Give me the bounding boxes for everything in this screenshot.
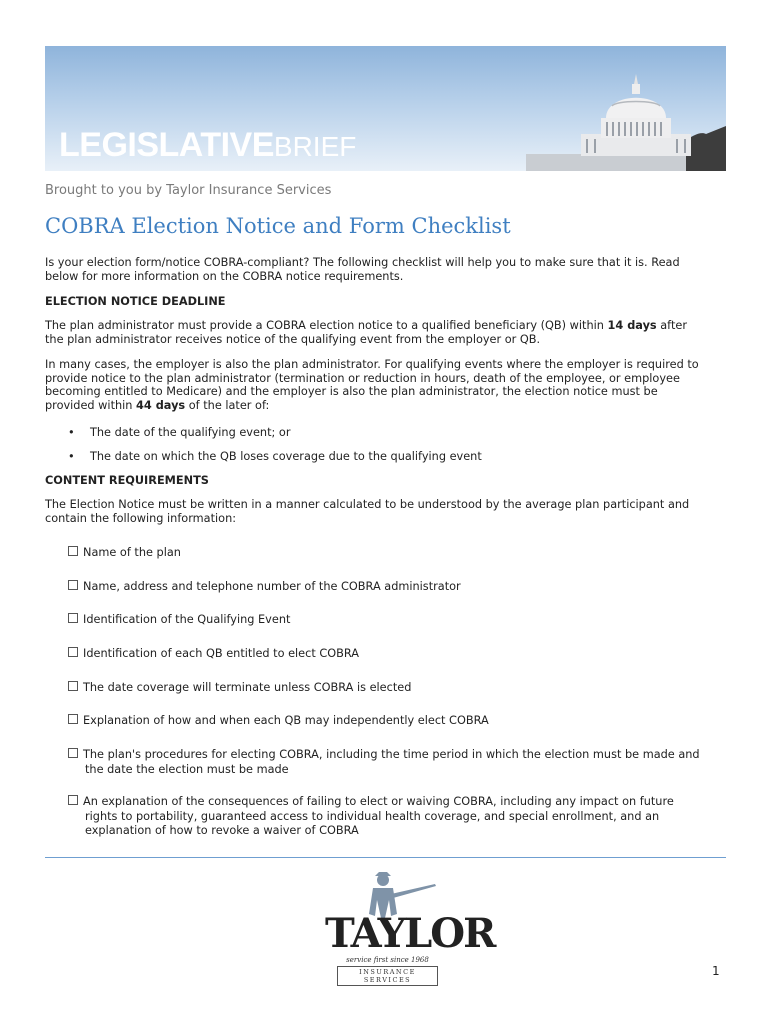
deadline-p2-line-4b: of the later of: xyxy=(188,398,270,412)
checkbox-icon[interactable] xyxy=(68,613,78,623)
checklist-item xyxy=(68,546,718,561)
checklist-text-cont: rights to portability, guaranteed access to individual health coverage, and special enrollment, and an xyxy=(85,809,660,823)
deadline-p2-line-2: provide notice to the plan administrator (termination or reduction in hours, death of the employee, or employee xyxy=(45,371,680,385)
checkbox-icon[interactable] xyxy=(68,580,78,590)
deadline-p1-text-b: after xyxy=(660,319,687,332)
checklist-text: Name, address and telephone number of the COBRA administrator xyxy=(83,580,461,593)
checklist-item xyxy=(68,748,718,777)
checklist-text: Explanation of how and when each QB may independently elect COBRA xyxy=(83,714,489,727)
capitol-building-image xyxy=(526,46,726,171)
bullet-dot: • xyxy=(68,450,75,463)
checklist-text: The plan's procedures for electing COBRA, including the time period in which the election must be made and xyxy=(83,748,700,761)
bullet-item xyxy=(68,426,290,439)
byline: Brought to you by Taylor Insurance Services xyxy=(45,183,332,198)
checkbox-icon[interactable] xyxy=(68,748,78,758)
checklist-item xyxy=(68,795,718,839)
checklist-text: Identification of the Qualifying Event xyxy=(83,613,291,626)
content-paragraph xyxy=(45,498,710,525)
deadline-p1-line-2: the plan administrator receives notice of the qualifying event from the employer or QB. xyxy=(45,332,541,346)
intro-line-2: below for more information on the COBRA notice requirements. xyxy=(45,269,404,283)
section-heading-content: CONTENT REQUIREMENTS xyxy=(45,474,209,487)
bullet-text: The date on which the QB loses coverage due to the qualifying event xyxy=(90,450,482,463)
deadline-p2-line-1: In many cases, the employer is also the plan administrator. For qualifying events where the employer is required to xyxy=(45,358,699,371)
logo-tagline: service first since 1968 xyxy=(346,956,429,964)
content-line-1: The Election Notice must be written in a manner calculated to be understood by the average plan participant and xyxy=(45,498,690,511)
deadline-p2-line-3: becoming entitled to Medicare) and the employer is also the plan administrator, the election notice must be xyxy=(45,385,658,399)
checkbox-icon[interactable] xyxy=(68,647,78,657)
bullet-item xyxy=(68,450,482,463)
checklist-item xyxy=(68,647,718,662)
checkbox-icon[interactable] xyxy=(68,795,78,805)
deadline-44-days: 44 days xyxy=(136,398,186,412)
taylor-insurance-logo xyxy=(325,870,495,985)
checklist-text-cont: the date the election must be made xyxy=(85,762,289,776)
section-heading-deadline: ELECTION NOTICE DEADLINE xyxy=(45,295,226,308)
banner-title xyxy=(59,128,356,164)
checklist-text-cont: explanation of how to revoke a waiver of COBRA xyxy=(85,824,359,837)
deadline-paragraph-2 xyxy=(45,358,710,412)
checklist-item xyxy=(68,580,718,595)
page-title: COBRA Election Notice and Form Checklist xyxy=(45,214,511,238)
checkbox-icon[interactable] xyxy=(68,681,78,691)
checkbox-icon[interactable] xyxy=(68,714,78,724)
checklist-item xyxy=(68,681,718,696)
checklist-item xyxy=(68,714,718,729)
legislative-brief-banner xyxy=(45,46,726,171)
content-line-2: contain the following information: xyxy=(45,511,237,525)
logo-name: TAYLOR xyxy=(325,910,495,957)
checklist-text: Identification of each QB entitled to elect COBRA xyxy=(83,647,360,660)
deadline-p1-text-a: The plan administrator must provide a COBRA election notice to a qualified beneficiary (QB) within xyxy=(45,319,604,332)
checklist-text: Name of the plan xyxy=(83,546,181,559)
deadline-paragraph-1 xyxy=(45,319,710,346)
checklist-text: The date coverage will terminate unless COBRA is elected xyxy=(83,681,412,694)
page-number: 1 xyxy=(712,964,720,978)
logo-subtitle: INSURANCE SERVICES xyxy=(337,966,438,986)
bullet-dot: • xyxy=(68,426,75,439)
banner-title-thin: BRIEF xyxy=(273,131,357,162)
intro-line-1: Is your election form/notice COBRA-compliant? The following checklist will help you to make sure that it is. Read xyxy=(45,256,680,269)
checkbox-icon[interactable] xyxy=(68,546,78,556)
bullet-text: The date of the qualifying event; or xyxy=(90,426,291,439)
banner-title-bold: LEGISLATIVE xyxy=(59,126,274,164)
intro-paragraph xyxy=(45,256,710,283)
deadline-p2-line-4a: provided within xyxy=(45,398,133,412)
checklist-item xyxy=(68,613,718,628)
deadline-14-days: 14 days xyxy=(607,319,657,332)
checklist-text: An explanation of the consequences of failing to elect or waiving COBRA, including any impact on future xyxy=(83,795,674,808)
divider-line xyxy=(45,857,726,858)
